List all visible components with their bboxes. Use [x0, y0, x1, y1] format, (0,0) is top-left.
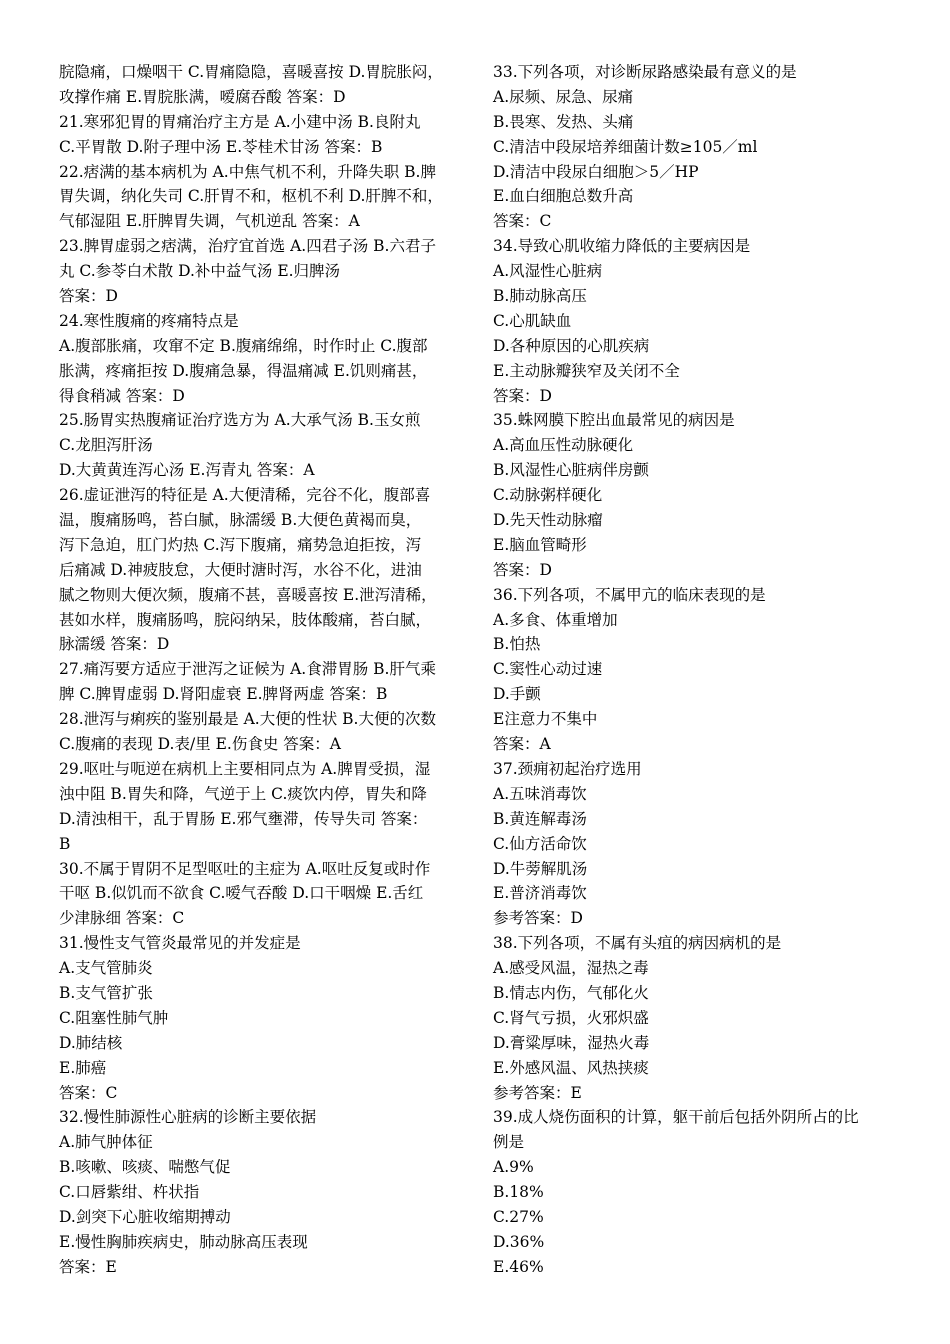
- text-line: 参考答案：E: [493, 1083, 582, 1102]
- text-line: B: [59, 834, 71, 853]
- text-line: E.普济消毒饮: [493, 884, 587, 903]
- text-line: D.膏粱厚味，湿热火毒: [493, 1033, 650, 1052]
- text-line: C.腹痛的表现 D.表/里 E.伤食史 答案：A: [59, 735, 341, 754]
- text-line: D.肺结核: [59, 1033, 123, 1052]
- text-line: D.大黄黄连泻心汤 E.泻青丸 答案：A: [59, 461, 315, 480]
- text-line: 脘隐痛，口燥咽干 C.胃痛隐隐，喜暖喜按 D.胃脘胀闷，: [59, 63, 443, 81]
- text-line: C.阻塞性肺气肿: [59, 1008, 169, 1027]
- text-line: 甚如水样，腹痛肠鸣，脘闷纳呆，肢体酸痛，苔白腻，: [59, 610, 432, 629]
- text-line: E.慢性胸肺疾病史，肺动脉高压表现: [59, 1232, 308, 1251]
- text-line: A.五味消毒饮: [493, 784, 587, 803]
- text-line: D.手颤: [493, 685, 541, 704]
- text-line: 38.下列各项，不属有头疽的病因病机的是: [493, 934, 782, 953]
- text-line: 30.不属于胃阴不足型呕吐的主症为 A.呕吐反复或时作: [59, 859, 431, 878]
- text-line: 31.慢性支气管炎最常见的并发症是: [59, 934, 301, 953]
- text-line: B.情志内伤，气郁化火: [493, 983, 649, 1002]
- text-line: 答案：E: [59, 1257, 117, 1276]
- text-line: 23.脾胃虚弱之痞满，治疗宜首选 A.四君子汤 B.六君子: [59, 237, 436, 256]
- text-line: C.仙方活命饮: [493, 834, 587, 853]
- text-line: 后痛减 D.神疲肢怠，大便时溏时泻，水谷不化，进油: [59, 560, 422, 579]
- text-line: 脾 C.脾胃虚弱 D.肾阳虚衰 E.脾肾两虚 答案：B: [59, 685, 388, 704]
- text-line: 27.痛泻要方适应于泄泻之证候为 A.食滞胃肠 B.肝气乘: [59, 660, 436, 679]
- text-line: B.畏寒、发热、头痛: [493, 112, 634, 131]
- text-line: B.咳嗽、咳痰、喘憋气促: [59, 1158, 231, 1177]
- text-line: D.先天性动脉瘤: [493, 511, 603, 530]
- text-line: D.牛蒡解肌汤: [493, 859, 588, 878]
- text-line: C.龙胆泻肝汤: [59, 436, 153, 455]
- text-line: 28.泄泻与痢疾的鉴别最是 A.大便的性状 B.大便的次数: [59, 710, 436, 729]
- text-line: 37.颈痈初起治疗选用: [493, 759, 642, 778]
- text-line: 得食稍减 答案：D: [59, 386, 185, 405]
- text-line: D.36%: [493, 1232, 545, 1251]
- text-line: A.高血压性动脉硬化: [493, 436, 634, 455]
- text-line: 脉濡缓 答案：D: [59, 635, 170, 654]
- text-line: 胀满，疼痛拒按 D.腹痛急暴，得温痛减 E.饥则痛甚，: [59, 361, 428, 380]
- text-line: 39.成人烧伤面积的计算，躯干前后包括外阴所占的比: [493, 1108, 859, 1127]
- text-line: B.18%: [493, 1183, 544, 1202]
- text-line: D.清浊相干，乱于胃肠 E.邪气壅滞，传导失司 答案：: [59, 809, 428, 828]
- text-line: E.脑血管畸形: [493, 535, 587, 554]
- text-line: D.剑突下心脏收缩期搏动: [59, 1207, 231, 1226]
- text-line: 32.慢性肺源性心脏病的诊断主要依据: [59, 1108, 317, 1127]
- text-line: D.清洁中段尿白细胞＞5／HP: [493, 162, 699, 181]
- text-line: E.主动脉瓣狭窄及关闭不全: [493, 361, 680, 380]
- text-line: E注意力不集中: [493, 710, 598, 729]
- text-line: A.尿频、尿急、尿痛: [493, 87, 634, 106]
- text-line: E.外感风温、风热挟痰: [493, 1058, 649, 1077]
- text-line: C.动脉粥样硬化: [493, 486, 603, 505]
- text-line: B.支气管扩张: [59, 983, 153, 1002]
- text-line: B.风湿性心脏病伴房颤: [493, 461, 649, 480]
- text-line: C.平胃散 D.附子理中汤 E.苓桂术甘汤 答案：B: [59, 137, 383, 156]
- text-line: 答案：D: [493, 386, 552, 405]
- text-line: 29.呕吐与呃逆在病机上主要相同点为 A.脾胃受损，湿: [59, 759, 431, 778]
- text-line: A.腹部胀痛，攻窜不定 B.腹痛绵绵，时作时止 C.腹部: [59, 336, 428, 355]
- text-line: C.口唇紫绀、杵状指: [59, 1183, 200, 1202]
- text-line: A.多食、体重增加: [493, 610, 618, 629]
- text-line: 22.痞满的基本病机为 A.中焦气机不利，升降失职 B.脾: [59, 162, 436, 181]
- text-line: 干呕 B.似饥而不欲食 C.嗳气吞酸 D.口干咽燥 E.舌红: [59, 884, 424, 903]
- text-line: 34.导致心肌收缩力降低的主要病因是: [493, 237, 751, 256]
- text-line: 答案：C: [59, 1083, 118, 1102]
- text-line: 温，腹痛肠鸣，苔白腻，脉濡缓 B.大便色黄褐而臭，: [59, 511, 422, 530]
- text-line: 浊中阻 B.胃失和降，气逆于上 C.痰饮内停，胃失和降: [59, 784, 427, 803]
- text-line: 33.下列各项，对诊断尿路感染最有意义的是: [493, 63, 797, 81]
- text-line: 答案：A: [493, 735, 551, 754]
- text-line: C.清洁中段尿培养细菌计数≥105／ml: [493, 137, 758, 156]
- text-line: C.心肌缺血: [493, 311, 572, 330]
- text-line: B.怕热: [493, 635, 541, 654]
- text-line: 参考答案：D: [493, 909, 583, 928]
- text-line: 例是: [493, 1133, 525, 1152]
- text-line: C.27%: [493, 1207, 544, 1226]
- text-line: 丸 C.参苓白术散 D.补中益气汤 E.归脾汤: [59, 262, 341, 281]
- text-line: D.各种原因的心肌疾病: [493, 336, 650, 355]
- text-line: 35.蛛网膜下腔出血最常见的病因是: [493, 411, 735, 430]
- text-line: 腻之物则大便次频，腹痛不甚，喜暖喜按 E.泄泻清稀，: [59, 585, 437, 604]
- text-line: 答案：D: [59, 287, 118, 306]
- text-line: C.肾气亏损，火邪炽盛: [493, 1008, 649, 1027]
- text-line: C.窦性心动过速: [493, 660, 603, 679]
- text-line: E.血白细胞总数升高: [493, 187, 634, 206]
- text-line: E.肺癌: [59, 1058, 107, 1077]
- text-line: A.9%: [493, 1158, 534, 1177]
- text-line: A.风湿性心脏病: [493, 262, 603, 281]
- text-line: E.46%: [493, 1257, 544, 1276]
- text-line: 答案：C: [493, 212, 552, 231]
- text-line: A.支气管肺炎: [59, 959, 153, 978]
- text-line: 攻撑作痛 E.胃脘胀满，嗳腐吞酸 答案：D: [59, 87, 346, 106]
- text-line: B.肺动脉高压: [493, 287, 587, 306]
- text-line: 少津脉细 答案：C: [59, 909, 185, 928]
- text-line: 答案：D: [493, 560, 552, 579]
- text-line: 24.寒性腹痛的疼痛特点是: [59, 311, 239, 330]
- text-line: 26.虚证泄泻的特征是 A.大便清稀，完谷不化，腹部喜: [59, 486, 431, 505]
- left-column: [59, 60, 462, 1280]
- text-line: 泻下急迫，肛门灼热 C.泻下腹痛，痛势急迫拒按，泻: [59, 535, 422, 554]
- text-line: B.黄连解毒汤: [493, 809, 587, 828]
- text-line: 21.寒邪犯胃的胃痛治疗主方是 A.小建中汤 B.良附丸: [59, 112, 421, 131]
- right-column: [493, 60, 903, 1280]
- text-line: 气郁湿阻 E.肝脾胃失调，气机逆乱 答案：A: [59, 212, 360, 231]
- text-line: 25.肠胃实热腹痛证治疗选方为 A.大承气汤 B.玉女煎: [59, 411, 421, 430]
- text-line: 36.下列各项，不属甲亢的临床表现的是: [493, 585, 766, 604]
- text-line: A.感受风温，湿热之毒: [493, 959, 649, 978]
- text-line: A.肺气肿体征: [59, 1133, 153, 1152]
- text-line: 胃失调，纳化失司 C.肝胃不和，枢机不利 D.肝脾不和，: [59, 187, 443, 206]
